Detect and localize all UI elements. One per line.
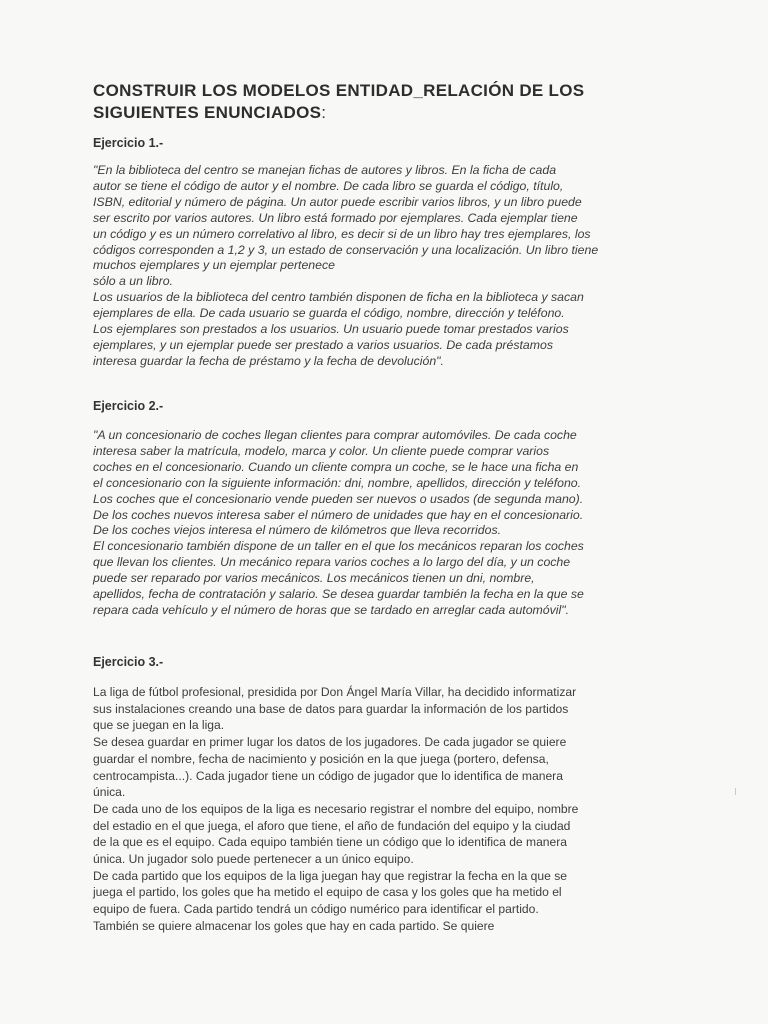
title-text: CONSTRUIR LOS MODELOS ENTIDAD_RELACIÓN DE LOS SIGUIENTES ENUNCIADOS xyxy=(93,81,585,122)
exercise-1-heading: Ejercicio 1.- xyxy=(93,136,164,150)
document-title xyxy=(93,80,673,124)
exercise-2-heading: Ejercicio 2.- xyxy=(93,399,164,413)
title-colon: : xyxy=(321,103,327,122)
exercise-1-text: "En la biblioteca del centro se manejan fichas de autores y libros. En la ficha de cada autor se tiene el código de autor y el nombre. De cada libro se guarda el código, título, ISBN, editorial y número de página. Un autor puede escribir varios libros, y un libro puede ser escrito por varios autores. Un libro está formado por ejemplares. Cada ejemplar tiene un código y es un número correlativo al libro, es decir si de un libro hay tres ejemplares, los códigos corresponden a 1,2 y 3, un estado de conservación y una localización. Un libro tiene muchos ejemplares y un ejemplar pertenece sólo a un libro. Los usuarios de la biblioteca del centro también disponen de ficha en la biblioteca y sacan ejemplares de ella. De cada usuario se guarda el código, nombre, dirección y teléfono. Los ejemplares son prestados a los usuarios. Un usuario puede tomar prestados varios ejemplares, y un ejemplar puede ser prestado a varios usuarios. De cada préstamos interesa guardar la fecha de préstamo y la fecha de devolución". xyxy=(93,163,599,368)
scan-mark xyxy=(735,788,736,795)
exercise-2-text: "A un concesionario de coches llegan clientes para comprar automóviles. De cada coche interesa saber la matrícula, modelo, marca y color. Un cliente puede comprar varios coches en el concesionario. Cuando un cliente compra un coche, se le hace una ficha en el concesionario con la siguiente información: dni, nombre, apellidos, dirección y teléfono. Los coches que el concesionario vende pueden ser nuevos o usados (de segunda mano). De los coches nuevos interesa saber el número de unidades que hay en el concesionario. De los coches viejos interesa el número de kilómetros que lleva recorridos. El concesionario también dispone de un taller en el que los mecánicos reparan los coches que llevan los clientes. Un mecánico repara varios coches a lo largo del día, y un coche puede ser reparado por varios mecánicos. Los mecánicos tienen un dni, nombre, apellidos, fecha de contratación y salario. Se desea guardar también la fecha en la que se repara cada vehículo y el número de horas que se tardado en arreglar cada automóvil". xyxy=(93,428,584,617)
exercise-3-text: La liga de fútbol profesional, presidida por Don Ángel María Villar, ha decidido informatizar sus instalaciones creando una base de datos para guardar la información de los partidos que se juegan en la liga. Se desea guardar en primer lugar los datos de los jugadores. De cada jugador se quiere guardar el nombre, fecha de nacimiento y posición en la que juega (portero, defensa, centrocampista...). Cada jugador tiene un código de jugador que lo identifica de manera única. De cada uno de los equipos de la liga es necesario registrar el nombre del equipo, nombre del estadio en el que juega, el aforo que tiene, el año de fundación del equipo y la ciudad de la que es el equipo. Cada equipo también tiene un código que lo identifica de manera única. Un jugador solo puede pertenecer a un único equipo. De cada partido que los equipos de la liga juegan hay que registrar la fecha en la que se juega el partido, los goles que ha metido el equipo de casa y los goles que ha metido el equipo de fuera. Cada partido tendrá un código numérico para identificar el partido. También se quiere almacenar los goles que hay en cada partido. Se quiere xyxy=(93,685,579,933)
exercise-3-heading: Ejercicio 3.- xyxy=(93,655,164,669)
